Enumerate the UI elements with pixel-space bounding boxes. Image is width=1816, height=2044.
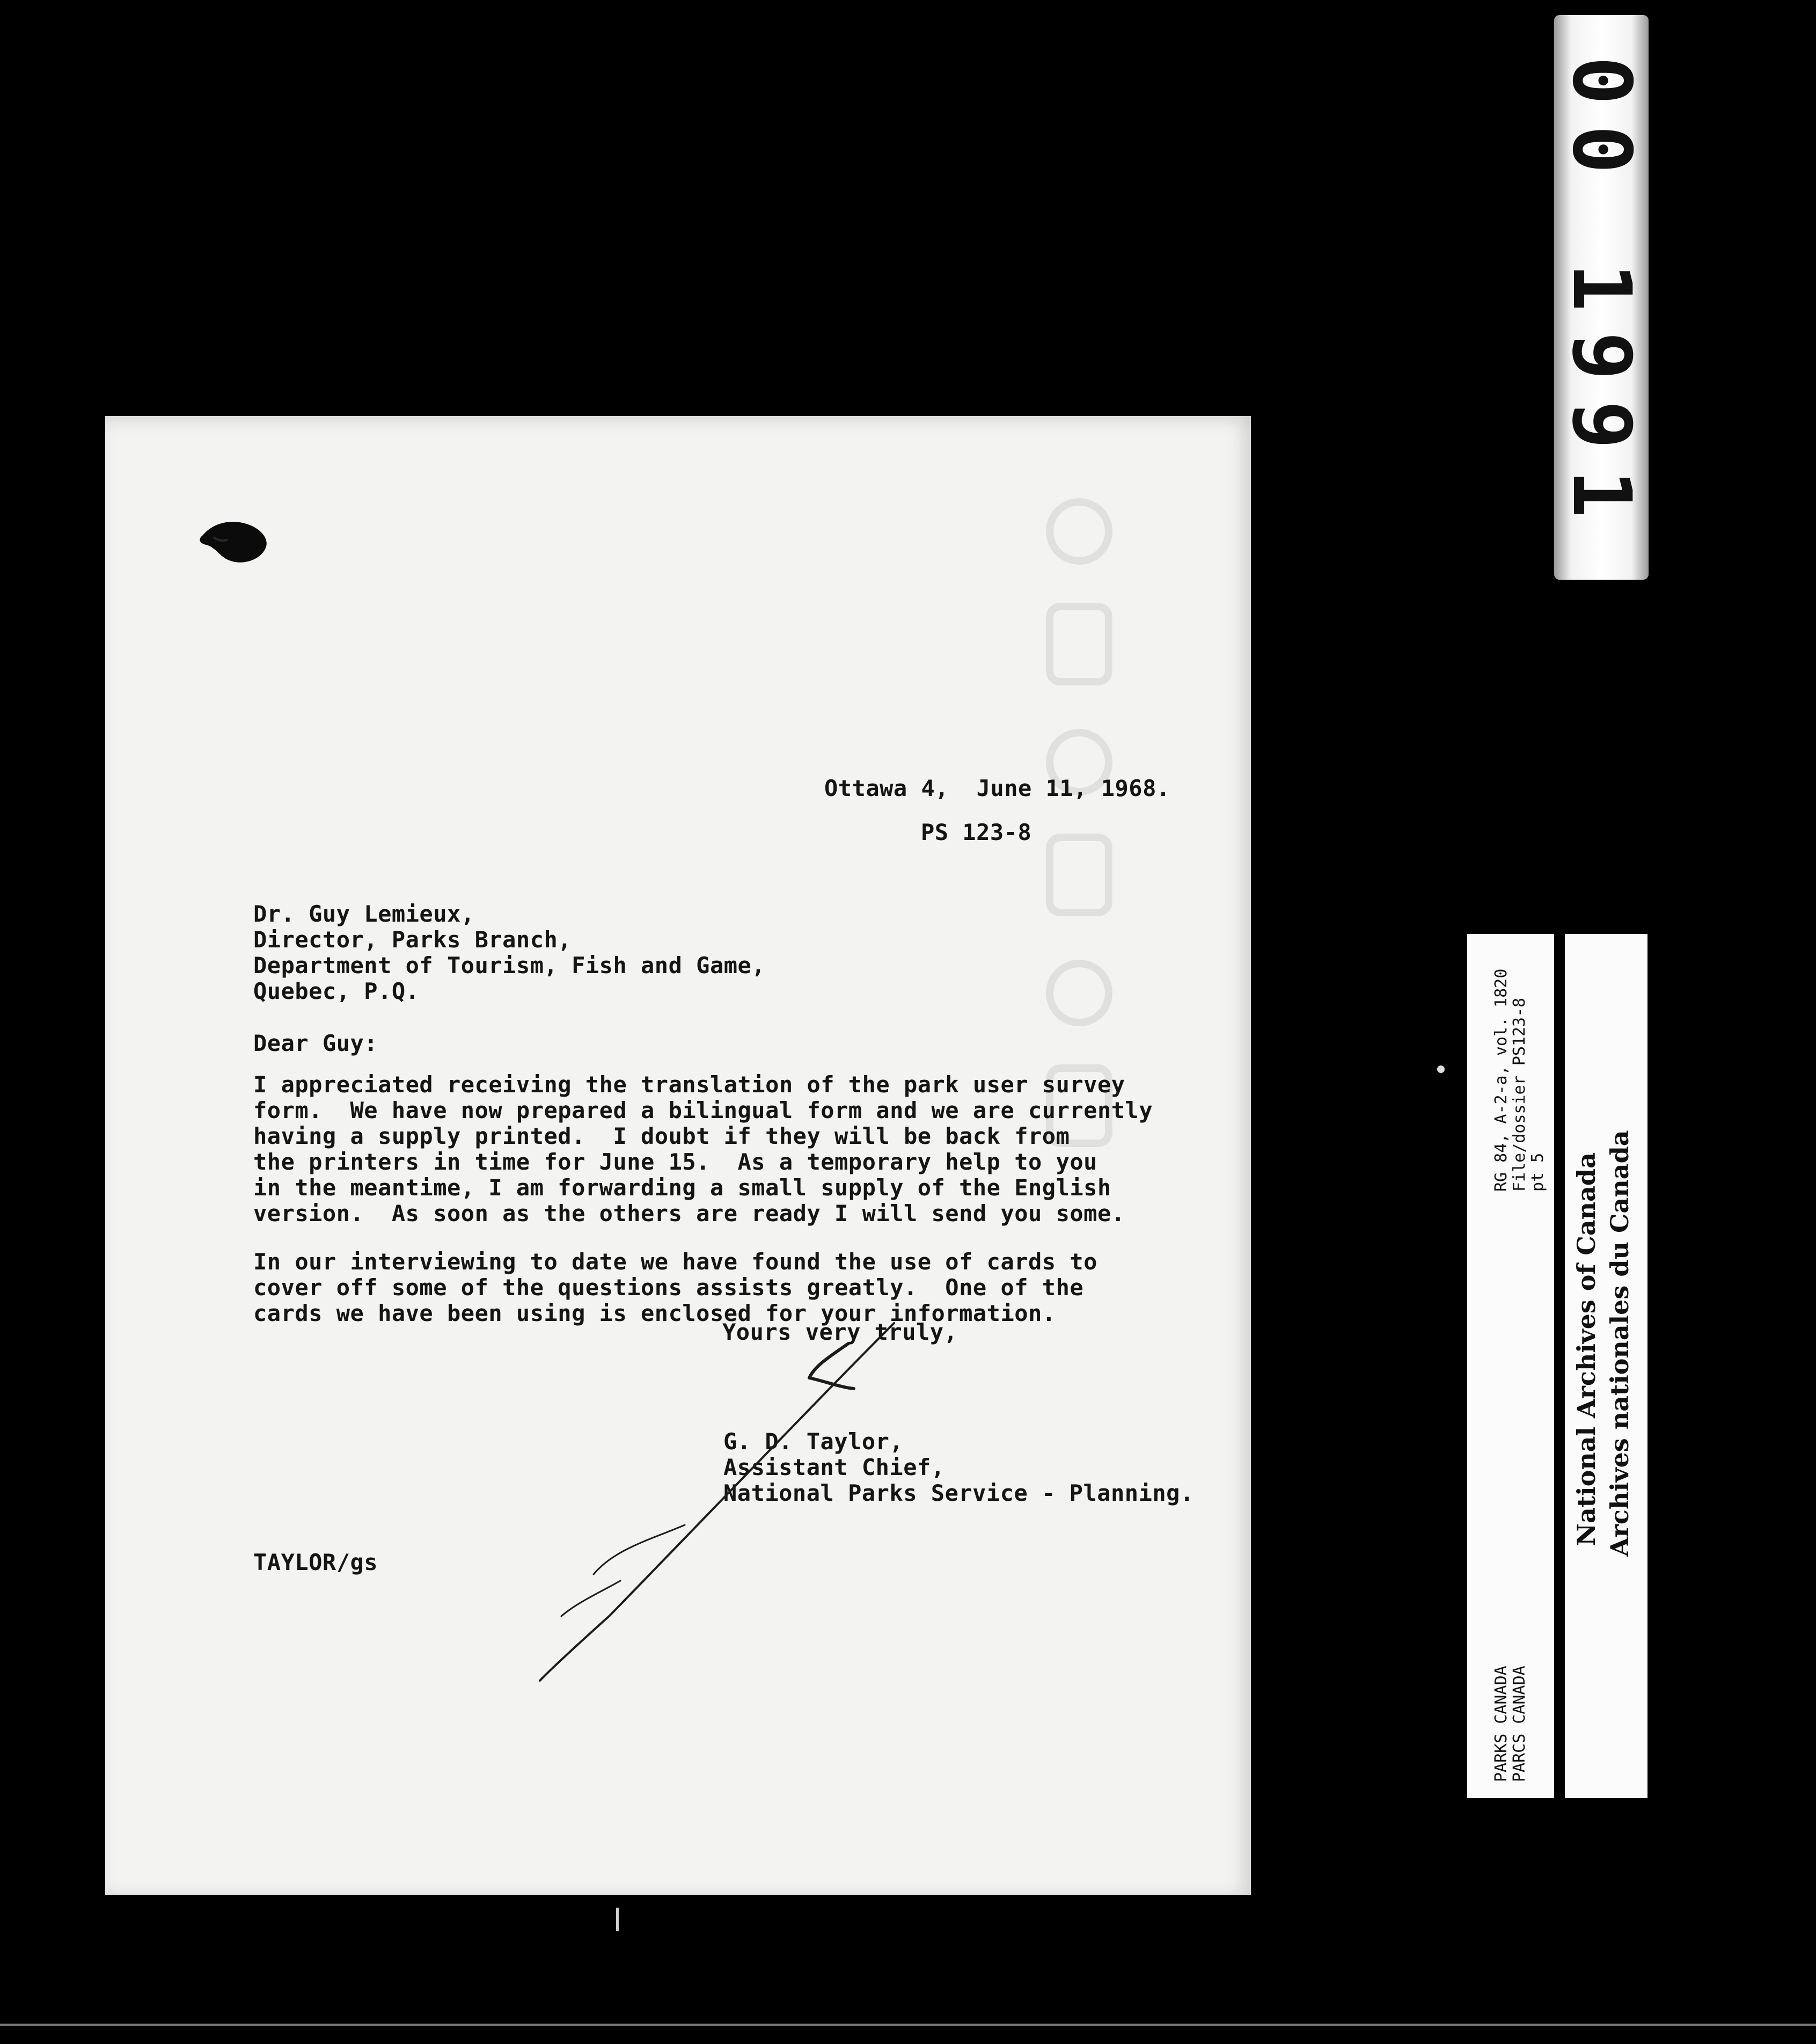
archive-institution-english: National Archives of Canada [1572,1152,1601,1546]
film-edge-tick [616,1908,619,1931]
body-line: cards we have been using is enclosed for your information. [253,1300,1056,1326]
body-line: having a supply printed. I doubt if they will be back from [253,1123,1070,1149]
recipient-title: Director, Parks Branch, [253,926,572,953]
archive-source-line: PARKS CANADA [1492,1666,1511,1782]
letter-sheet [105,416,1251,1895]
letter-closing: Yours very truly, [722,1319,958,1345]
body-line: the printers in time for June 15. As a temporary help to you [253,1149,1097,1175]
letter-place-date: Ottawa 4, June 11, 1968. [824,775,1170,801]
recipient-name: Dr. Guy Lemieux, [253,901,475,927]
archive-reference-line: RG 84, A-2-a, vol. 1820 [1492,968,1511,1192]
ink-blot [196,514,272,567]
recipient-city: Quebec, P.Q. [253,978,420,1004]
signatory-unit: National Parks Service - Planning. [723,1480,1194,1506]
archive-label-divider [1554,934,1565,1798]
frame-counter-number: 00 1991 [1555,56,1648,539]
recipient-department: Department of Tourism, Fish and Game, [253,952,766,979]
frame-counter-strip [1554,15,1649,580]
typist-initials: TAYLOR/gs [253,1549,378,1575]
body-line: version. As soon as the others are ready I will send you some. [253,1200,1125,1227]
film-speck [1437,1065,1445,1073]
archive-reference-line: pt 5 [1528,1152,1547,1192]
signatory-title: Assistant Chief, [723,1454,945,1480]
archive-label [1467,934,1647,1798]
body-line: I appreciated receiving the translation of the park user survey [253,1071,1125,1098]
letter-salutation: Dear Guy: [253,1030,378,1056]
body-line: form. We have now prepared a bilingual form and we are currently [253,1097,1153,1123]
film-edge-line [0,2024,1816,2026]
body-line: in the meantime, I am forwarding a small supply of the English [253,1174,1111,1201]
archive-institution-french: Archives nationales du Canada [1605,1130,1634,1557]
archive-reference-line: File/dossier PS123-8 [1510,997,1529,1192]
letter-file-reference: PS 123-8 [921,819,1032,845]
signatory-name: G. D. Taylor, [723,1428,904,1455]
body-line: In our interviewing to date we have found the use of cards to [253,1249,1097,1275]
body-line: cover off some of the questions assists greatly. One of the [253,1274,1084,1301]
archive-source-line: PARCS CANADA [1510,1666,1529,1782]
